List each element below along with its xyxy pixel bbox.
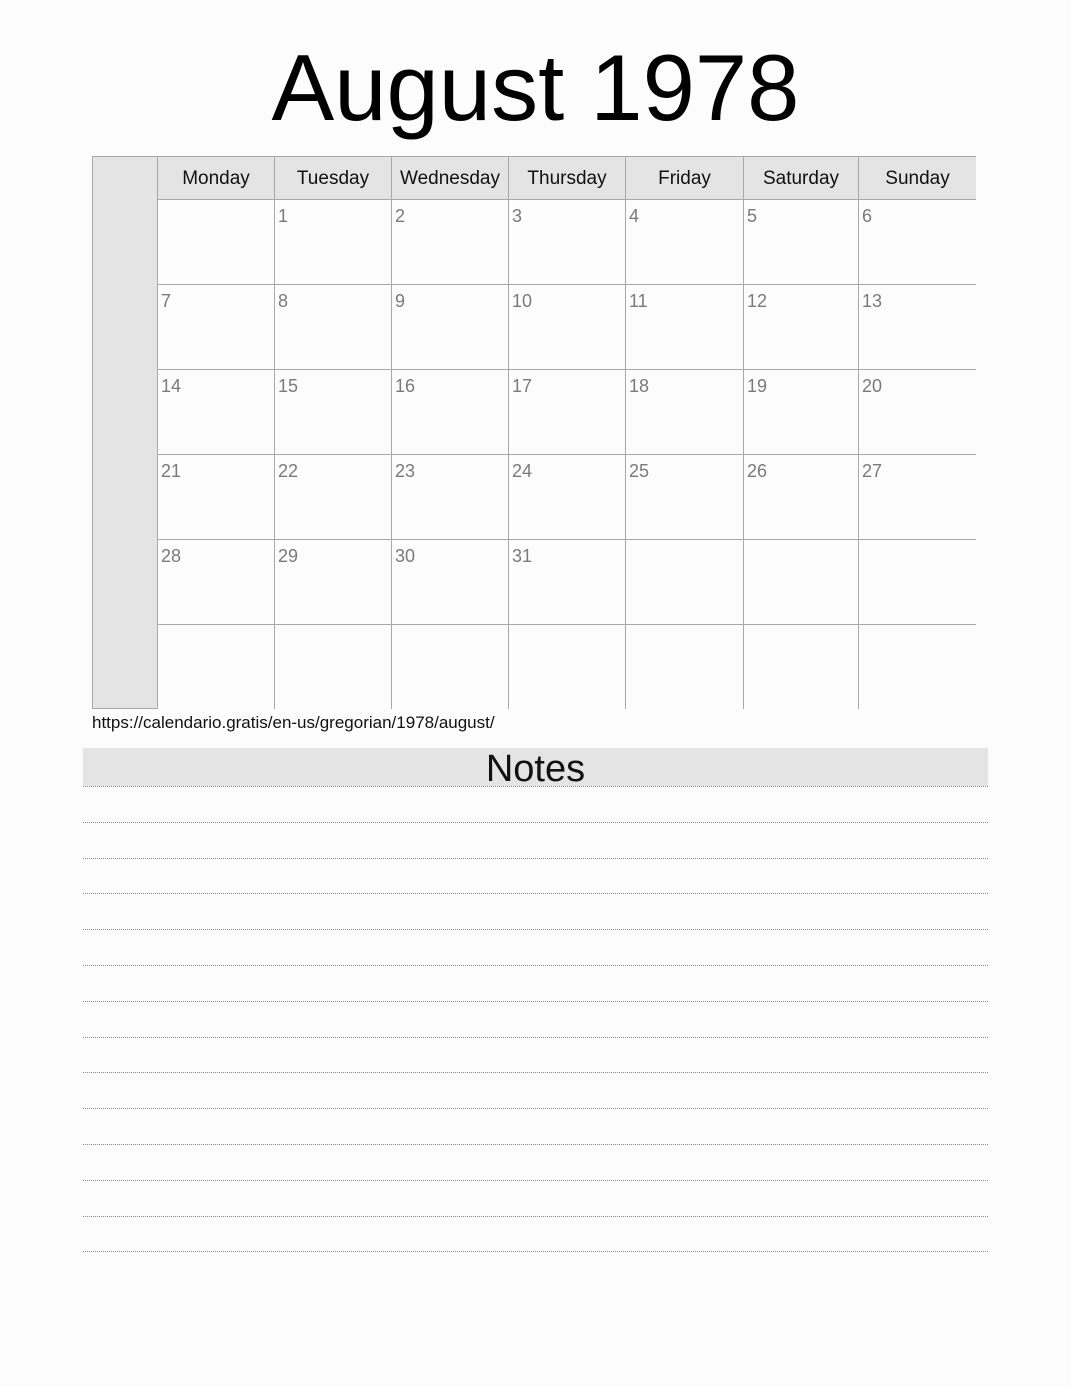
day-number: 10 — [512, 291, 533, 311]
day-cell — [509, 200, 626, 284]
day-cell — [626, 200, 744, 284]
day-number: 22 — [278, 461, 299, 481]
day-number: 25 — [629, 461, 650, 481]
day-number: 29 — [278, 546, 299, 566]
source-url[interactable]: https://calendario.gratis/en-us/gregorian/1978/august/ — [92, 713, 495, 732]
day-cell — [744, 625, 859, 709]
week-number-column — [93, 157, 158, 708]
day-number: 5 — [747, 206, 758, 226]
note-line — [83, 1180, 988, 1181]
day-number: 7 — [161, 291, 172, 311]
day-cell — [509, 370, 626, 454]
day-number: 3 — [512, 206, 523, 226]
day-number: 6 — [862, 206, 873, 226]
notes-title: Notes — [83, 748, 988, 786]
note-line — [83, 1072, 988, 1073]
week-row — [158, 200, 976, 285]
weekday-monday: Monday — [158, 157, 275, 199]
weekday-thursday: Thursday — [509, 157, 626, 199]
day-cell — [509, 540, 626, 624]
day-cell — [275, 625, 392, 709]
day-number: 15 — [278, 376, 299, 396]
day-cell — [859, 370, 976, 454]
day-cell — [158, 540, 275, 624]
day-number: 21 — [161, 461, 182, 481]
day-cell — [859, 200, 976, 284]
note-line — [83, 1001, 988, 1002]
day-cell — [275, 455, 392, 539]
day-cell — [275, 370, 392, 454]
note-line — [83, 1216, 988, 1217]
day-number: 17 — [512, 376, 533, 396]
day-number: 23 — [395, 461, 416, 481]
day-number: 13 — [862, 291, 883, 311]
day-cell — [626, 370, 744, 454]
day-cell — [626, 285, 744, 369]
day-number: 19 — [747, 376, 768, 396]
week-row — [158, 370, 976, 455]
note-line — [83, 858, 988, 859]
day-number: 24 — [512, 461, 533, 481]
day-cell — [392, 370, 509, 454]
day-cell — [509, 625, 626, 709]
day-cell — [626, 540, 744, 624]
day-grid — [158, 200, 976, 709]
day-cell — [158, 455, 275, 539]
day-number: 26 — [747, 461, 768, 481]
day-cell — [626, 625, 744, 709]
note-line — [83, 893, 988, 894]
week-row — [158, 455, 976, 540]
weekday-header-row — [158, 157, 976, 200]
day-cell — [744, 200, 859, 284]
note-line — [83, 1144, 988, 1145]
day-number: 11 — [629, 291, 648, 311]
day-number: 30 — [395, 546, 416, 566]
day-number: 14 — [161, 376, 182, 396]
day-number: 31 — [512, 546, 533, 566]
weekday-friday: Friday — [626, 157, 744, 199]
day-number: 18 — [629, 376, 650, 396]
day-cell — [859, 540, 976, 624]
day-cell — [744, 455, 859, 539]
day-cell — [392, 625, 509, 709]
day-cell — [859, 455, 976, 539]
weekday-sunday: Sunday — [885, 168, 950, 189]
day-cell — [509, 455, 626, 539]
day-cell — [744, 370, 859, 454]
day-number: 12 — [747, 291, 768, 311]
day-cell — [626, 455, 744, 539]
day-cell — [392, 540, 509, 624]
day-cell — [859, 285, 976, 369]
day-number: 8 — [278, 291, 289, 311]
day-cell — [392, 455, 509, 539]
day-cell — [158, 200, 275, 284]
day-number: 20 — [862, 376, 883, 396]
day-cell — [509, 285, 626, 369]
weekday-tuesday: Tuesday — [275, 157, 392, 199]
day-cell — [158, 285, 275, 369]
weekday-saturday: Saturday — [744, 157, 859, 199]
day-cell — [744, 540, 859, 624]
weekday-wednesday: Wednesday — [392, 157, 509, 199]
week-row — [158, 540, 976, 625]
day-cell — [392, 285, 509, 369]
day-cell — [275, 540, 392, 624]
calendar-grid — [92, 156, 976, 709]
day-number: 16 — [395, 376, 416, 396]
day-number: 2 — [395, 206, 406, 226]
day-number: 1 — [278, 206, 289, 226]
day-number: 27 — [862, 461, 883, 481]
day-cell — [275, 200, 392, 284]
calendar-title: August 1978 — [271, 35, 800, 140]
day-cell — [392, 200, 509, 284]
note-line — [83, 1037, 988, 1038]
week-row — [158, 285, 976, 370]
day-number: 28 — [161, 546, 182, 566]
day-cell — [744, 285, 859, 369]
note-line — [83, 929, 988, 930]
day-cell — [275, 285, 392, 369]
day-number: 4 — [629, 206, 640, 226]
week-row — [158, 625, 976, 709]
note-line — [83, 1251, 988, 1252]
note-line — [83, 1108, 988, 1109]
day-number: 9 — [395, 291, 406, 311]
day-cell — [859, 625, 976, 709]
note-line — [83, 822, 988, 823]
day-cell — [158, 625, 275, 709]
day-cell — [158, 370, 275, 454]
note-line — [83, 965, 988, 966]
note-line — [83, 786, 988, 787]
